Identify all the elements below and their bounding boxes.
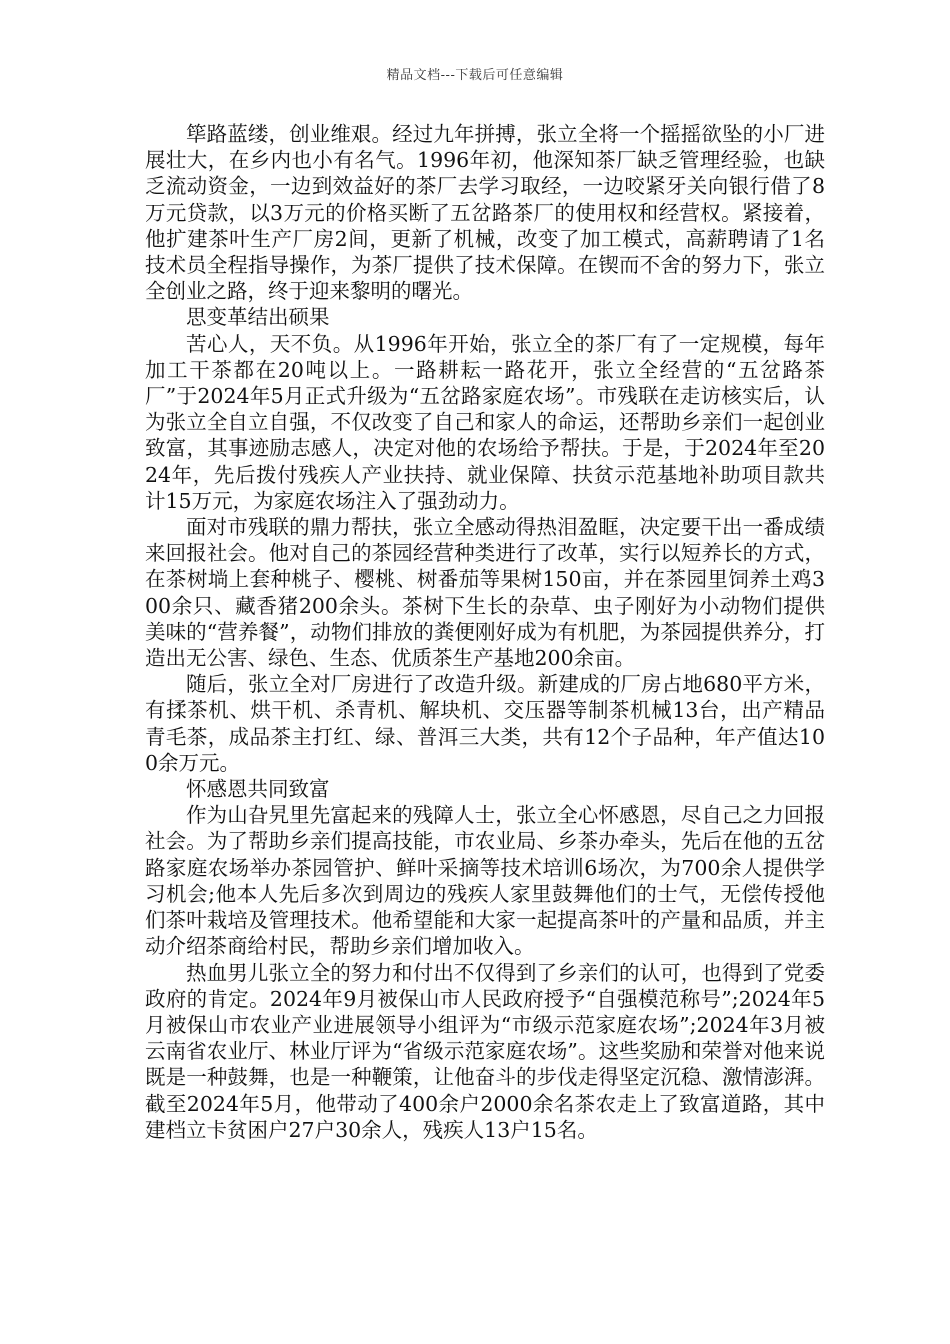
section-heading-gratitude: 怀感恩共同致富 [186,777,330,802]
paragraph-gratitude-1: 作为山旮旯里先富起来的残障人士，张立全心怀感恩，尽自己之力回报社会。为了帮助乡亲们提高技能，市农业局、乡茶办牵头，先后在他的五岔路家庭农场举办茶园管护、鲜叶采摘等技术培训6场次，为700余人提供学习机会;他本人先后多次到周边的残疾人家里鼓舞他们的士气，无偿传授他们茶叶栽培及管理技术。他希望能和大家一起提高茶叶的产量和品质，并主动介绍茶商给村民，帮助乡亲们增加收入。 [145,803,825,959]
intro-paragraph: 筚路蓝缕，创业维艰。经过九年拼搏，张立全将一个摇摇欲坠的小厂进展壮大，在乡内也小有名气。1996年初，他深知茶厂缺乏管理经验，也缺乏流动资金，一边到效益好的茶厂去学习取经，一边咬紧牙关向银行借了8万元贷款，以3万元的价格买断了五岔路茶厂的使用权和经营权。紧接着，他扩建茶叶生产厂房2间，更新了机械，改变了加工模式，高薪聘请了1名技术员全程指导操作，为茶厂提供了技术保障。在锲而不舍的努力下，张立全创业之路，终于迎来黎明的曙光。 [145,122,825,304]
paragraph-reform-1: 苦心人，天不负。从1996年开始，张立全的茶厂有了一定规模，每年加工干茶都在20吨以上。一路耕耘一路花开，张立全经营的“五岔路茶厂”于2024年5月正式升级为“五岔路家庭农场”。市残联在走访核实后，认为张立全自立自强，不仅改变了自己和家人的命运，还帮助乡亲们一起创业致富，其事迹励志感人，决定对他的农场给予帮扶。于是，于2024年至2024年，先后拨付残疾人产业扶持、就业保障、扶贫示范基地补助项目款共计15万元，为家庭农场注入了强劲动力。 [145,331,825,513]
paragraph-reform-3: 随后，张立全对厂房进行了改造升级。新建成的厂房占地680平方米，有揉茶机、烘干机、杀青机、解块机、交压器等制茶机械13台，出产精品青毛茶，成品茶主打红、绿、普洱三大类，共有12个子品种，年产值达100余万元。 [145,672,825,775]
paragraph-gratitude-2: 热血男儿张立全的努力和付出不仅得到了乡亲们的认可，也得到了党委政府的肯定。2024年9月被保山市人民政府授予“自强模范称号”;2024年5月被保山市农业产业进展领导小组评为“市级示范家庭农场”;2024年3月被云南省农业厅、林业厅评为“省级示范家庭农场”。这些奖励和荣誉对他来说既是一种鼓舞，也是一种鞭策，让他奋斗的步伐走得坚定沉稳、激情澎湃。截至2024年5月，他带动了400余户2000余名茶农走上了致富道路，其中建档立卡贫困户27户30余人，残疾人13户15名。 [145,960,825,1142]
section-heading-reform: 思变革结出硕果 [186,305,330,330]
page-header: 精品文档---下载后可任意编辑 [386,68,564,83]
paragraph-reform-2: 面对市残联的鼎力帮扶，张立全感动得热泪盈眶，决定要干出一番成绩来回报社会。他对自己的茶园经营种类进行了改革，实行以短养长的方式，在茶树埫上套种桃子、樱桃、树番茄等果树150亩，并在茶园里饲养土鸡300余只、藏香猪200余头。茶树下生长的杂草、虫子刚好为小动物们提供美味的“营养餐”，动物们排放的粪便刚好成为有机肥，为茶园提供养分，打造出无公害、绿色、生态、优质茶生产基地200余亩。 [145,515,825,671]
article-body [145,121,825,1143]
